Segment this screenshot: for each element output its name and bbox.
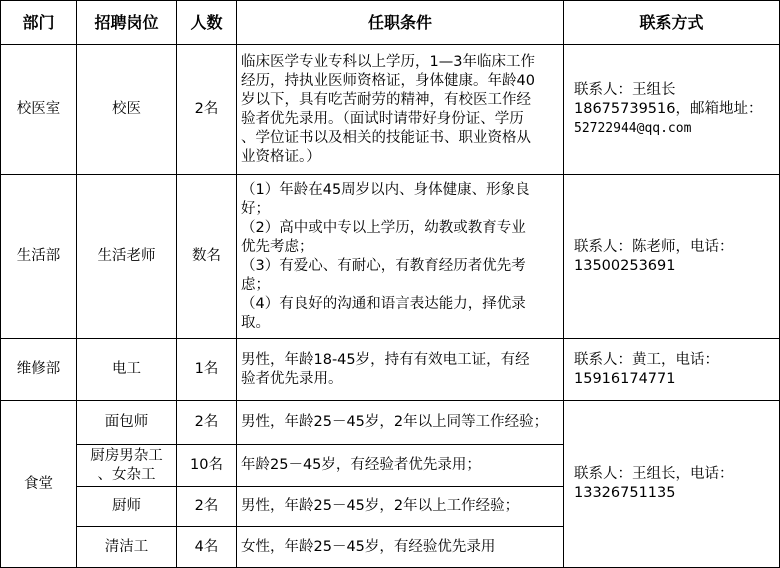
dept-cell: 校医室 (1, 45, 77, 175)
count-cell: 4名 (177, 527, 237, 568)
requirements-line: 虑； (241, 276, 270, 293)
position-cell (77, 445, 177, 487)
dept-cell: 维修部 (1, 339, 77, 401)
count-cell: 数名 (177, 175, 237, 339)
requirements-line: 好； (241, 200, 270, 217)
contact-person: 联系人：陈老师，电话： (574, 238, 734, 255)
contact-person: 联系人：黄工，电话： (574, 351, 719, 368)
requirements-line: 验者优先录用。（面试时请带好身份证、学历 (241, 110, 524, 127)
requirements-line: 优先考虑； (241, 238, 314, 255)
requirements-line: 业资格证。） (241, 148, 321, 165)
requirements-line: （2）高中或中专以上学历，幼教或教育专业 (241, 219, 526, 236)
requirements-line: 取。 (241, 314, 270, 331)
requirements-line: （1）年龄在45周岁以内、身体健康、形象良 (241, 181, 530, 198)
requirements-cell (237, 339, 564, 401)
requirements-line: 验者优先录用。 (241, 370, 343, 387)
requirements-line: （3）有爱心、有耐心，有教育经历者优先考 (241, 257, 526, 274)
position-cell: 生活老师 (77, 175, 177, 339)
contact-phone: 13500253691 (574, 257, 676, 274)
requirements-cell: 女性，年龄25－45岁，有经验优先录用 (237, 527, 564, 568)
requirements-cell: 男性，年龄25－45岁，2年以上工作经验； (237, 487, 564, 527)
count-cell: 1名 (177, 339, 237, 401)
position-cell: 电工 (77, 339, 177, 401)
dept-cell: 食堂 (1, 401, 77, 568)
count-cell: 2名 (177, 487, 237, 527)
position-line: 、女杂工 (97, 466, 156, 483)
position-cell: 面包师 (77, 401, 177, 445)
header-dept: 部门 (1, 1, 77, 45)
requirements-line: 临床医学专业专科以上学历，1—3年临床工作 (241, 53, 535, 70)
requirements-cell: 年龄25－45岁，有经验者优先录用； (237, 445, 564, 487)
table-row (1, 339, 780, 401)
requirements-line: 经历，持执业医师资格证，身体健康。年龄40 (241, 72, 535, 89)
header-row (1, 1, 780, 45)
requirements-line: 岁以下，具有吃苦耐劳的精神，有校医工作经 (241, 91, 531, 108)
contact-cell (564, 45, 780, 175)
table-row (1, 175, 780, 339)
requirements-cell: 男性，年龄25－45岁，2年以上同等工作经验； (237, 401, 564, 445)
position-cell: 清洁工 (77, 527, 177, 568)
contact-phone: 15916174771 (574, 370, 676, 387)
count-cell: 2名 (177, 45, 237, 175)
contact-email: 52722944@qq.com (574, 121, 692, 136)
requirements-cell (237, 45, 564, 175)
position-line: 厨房男杂工 (90, 447, 163, 464)
contact-person: 联系人：王组长，电话： (574, 466, 734, 482)
contact-phone-email: 18675739516，邮箱地址： (574, 101, 763, 117)
requirements-line: 、学位证书以及相关的技能证书、职业资格从 (241, 129, 531, 146)
contact-phone: 13326751135 (574, 485, 676, 501)
contact-cell (564, 175, 780, 339)
header-count: 人数 (177, 1, 237, 45)
dept-cell: 生活部 (1, 175, 77, 339)
contact-cell (564, 339, 780, 401)
requirements-line: （4）有良好的沟通和语言表达能力，择优录 (241, 295, 526, 312)
position-cell: 校医 (77, 45, 177, 175)
table-row (1, 45, 780, 175)
header-position: 招聘岗位 (77, 1, 177, 45)
contact-person: 联系人：王组长 (574, 82, 676, 98)
requirements-cell (237, 175, 564, 339)
position-cell: 厨师 (77, 487, 177, 527)
count-cell: 2名 (177, 401, 237, 445)
header-contact: 联系方式 (564, 1, 780, 45)
requirements-line: 男性，年龄18-45岁，持有有效电工证，有经 (241, 351, 530, 368)
header-requirements: 任职条件 (237, 1, 564, 45)
table-row (1, 401, 780, 445)
count-cell: 10名 (177, 445, 237, 487)
contact-cell (564, 401, 780, 568)
